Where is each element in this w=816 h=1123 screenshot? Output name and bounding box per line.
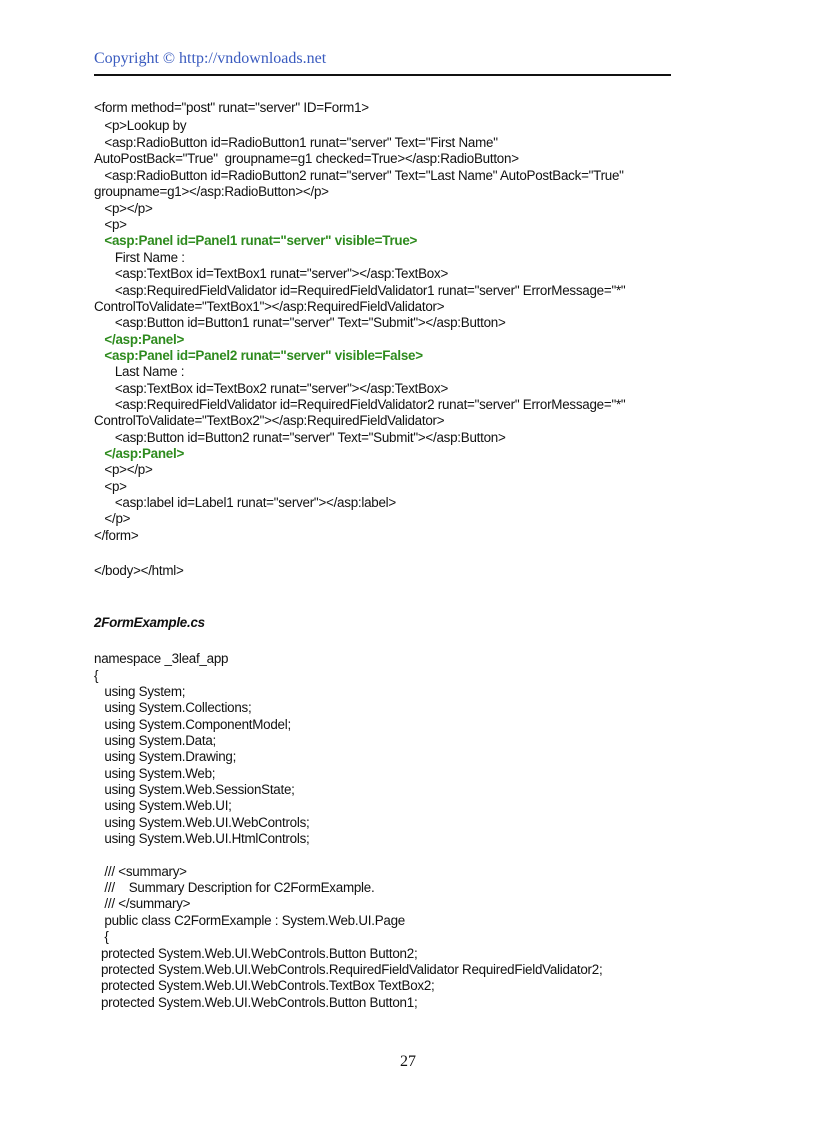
header-divider xyxy=(94,74,671,76)
code-line: </p> xyxy=(94,511,131,526)
code-line: { xyxy=(94,929,109,944)
code-line: <asp:RadioButton id=RadioButton1 runat="server" Text="First Name" xyxy=(94,135,498,150)
code-line: ControlToValidate="TextBox2"></asp:RequiredFieldValidator> xyxy=(94,413,445,428)
code-line: <p></p> xyxy=(94,462,153,477)
code-line: <asp:RadioButton id=RadioButton2 runat="server" Text="Last Name" AutoPostBack="True" xyxy=(94,168,624,183)
code-line: protected System.Web.UI.WebControls.Button Button2; xyxy=(94,946,418,961)
code-line: ControlToValidate="TextBox1"></asp:RequiredFieldValidator> xyxy=(94,299,445,314)
code-line: <asp:label id=Label1 runat="server"></asp:label> xyxy=(94,495,396,510)
code-line: /// <summary> xyxy=(94,864,187,879)
code-line: <asp:RequiredFieldValidator id=RequiredFieldValidator2 runat="server" ErrorMessage="*" xyxy=(94,397,626,412)
code-line: <asp:TextBox id=TextBox1 runat="server"></asp:TextBox> xyxy=(94,266,449,281)
code-line: { xyxy=(94,668,99,683)
code-line: using System; xyxy=(94,684,186,699)
copyright-header: Copyright © http://vndownloads.net xyxy=(94,50,327,67)
code-line: <p></p> xyxy=(94,201,153,216)
code-line: <asp:TextBox id=TextBox2 runat="server"></asp:TextBox> xyxy=(94,381,449,396)
code-line: <p>Lookup by xyxy=(94,118,187,133)
code-line: protected System.Web.UI.WebControls.RequiredFieldValidator RequiredFieldValidator2; xyxy=(94,962,603,977)
code-line: using System.Collections; xyxy=(94,700,252,715)
code-line: using System.Web.UI; xyxy=(94,798,232,813)
code-line-panel2-close: </asp:Panel> xyxy=(94,446,185,461)
code-line: using System.Web.UI.WebControls; xyxy=(94,815,310,830)
code-line: <form method="post" runat="server" ID=Form1> xyxy=(94,100,369,115)
code-line: <asp:RequiredFieldValidator id=RequiredFieldValidator1 runat="server" ErrorMessage="*" xyxy=(94,283,626,298)
section-title: 2FormExample.cs xyxy=(94,615,205,630)
code-line: using System.Web.SessionState; xyxy=(94,782,295,797)
code-line: AutoPostBack="True" groupname=g1 checked=True></asp:RadioButton> xyxy=(94,151,519,166)
page-number: 27 xyxy=(400,1053,416,1070)
code-line: </body></html> xyxy=(94,563,184,578)
code-line: using System.Web; xyxy=(94,766,216,781)
code-line: /// Summary Description for C2FormExample. xyxy=(94,880,375,895)
code-line: First Name : xyxy=(94,250,185,265)
code-line: /// </summary> xyxy=(94,896,191,911)
code-line-panel1-open: <asp:Panel id=Panel1 runat="server" visible=True> xyxy=(94,233,418,248)
code-line: Last Name : xyxy=(94,364,185,379)
code-line: <p> xyxy=(94,479,127,494)
code-line: namespace _3leaf_app xyxy=(94,651,229,666)
code-line: using System.Data; xyxy=(94,733,217,748)
code-line: </form> xyxy=(94,528,139,543)
code-line: protected System.Web.UI.WebControls.Button Button1; xyxy=(94,995,418,1010)
code-line: <p> xyxy=(94,217,127,232)
code-line: groupname=g1></asp:RadioButton></p> xyxy=(94,184,329,199)
code-line: using System.ComponentModel; xyxy=(94,717,291,732)
code-line-panel2-open: <asp:Panel id=Panel2 runat="server" visible=False> xyxy=(94,348,423,363)
code-line: using System.Web.UI.HtmlControls; xyxy=(94,831,310,846)
code-line-panel1-close: </asp:Panel> xyxy=(94,332,185,347)
code-line: using System.Drawing; xyxy=(94,749,237,764)
code-line: <asp:Button id=Button1 runat="server" Text="Submit"></asp:Button> xyxy=(94,315,506,330)
code-line: <asp:Button id=Button2 runat="server" Text="Submit"></asp:Button> xyxy=(94,430,506,445)
code-line: protected System.Web.UI.WebControls.TextBox TextBox2; xyxy=(94,978,435,993)
code-line: public class C2FormExample : System.Web.UI.Page xyxy=(94,913,405,928)
